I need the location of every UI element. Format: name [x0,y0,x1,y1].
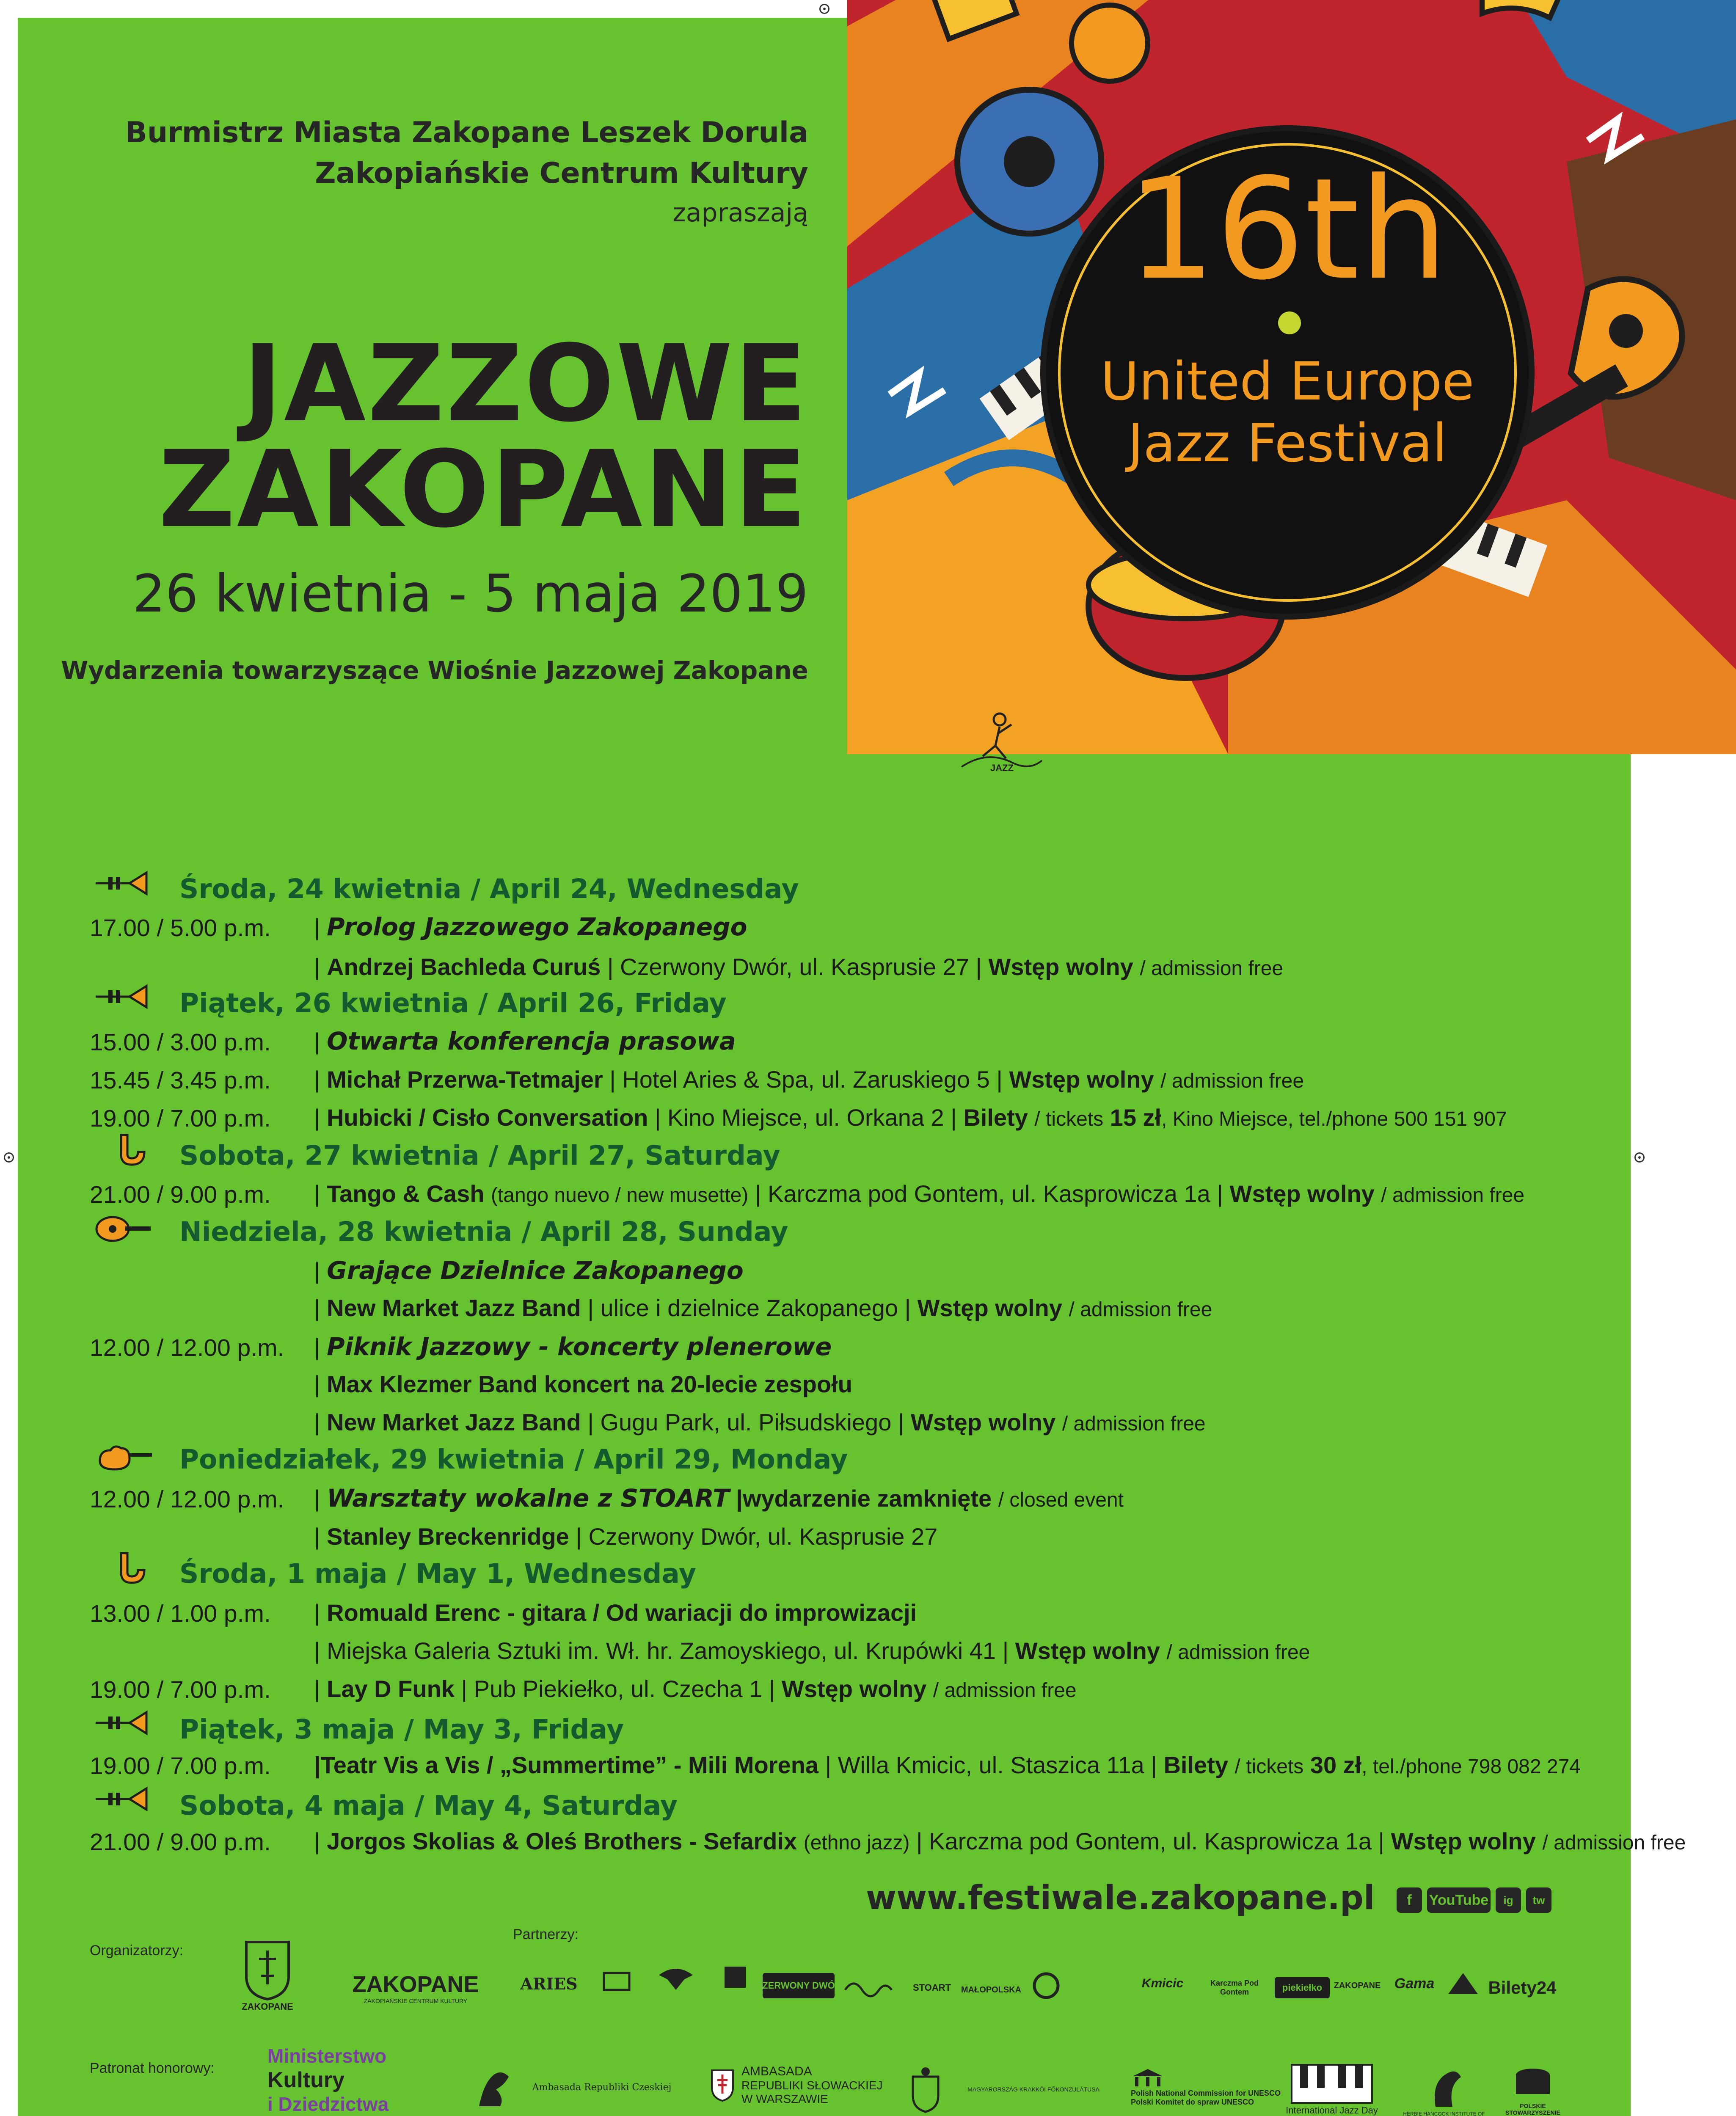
separator: | [654,1104,661,1131]
event-venue: Czerwony Dwór, ul. Kasprusie 27 [588,1523,938,1550]
event-artist: New Market Jazz Band [327,1409,581,1435]
event-closed: wydarzenie zamknięte [742,1485,992,1512]
separator: | [587,1295,594,1321]
crest-shield-icon [909,2064,942,2115]
separator: | [769,1675,775,1702]
instrument-logo-icon [600,1969,634,1994]
event-row [314,1827,1686,1855]
honorary-label: Patronat honorowy: [90,2060,215,2076]
event-artist: Hubicki / Cisło Conversation [327,1104,648,1131]
event-row [314,1180,1524,1207]
partner-karczma-logo: Karczma Pod Gontem [1210,1979,1259,1996]
separator: | [314,1485,320,1512]
slovak-crest-icon [708,2066,737,2104]
badge-line-2: Jazz Festival [1127,413,1447,474]
poster [18,18,1686,2116]
lion-icon [471,2064,513,2110]
event-time: 21.00 / 9.00 p.m. [90,1181,271,1208]
hancock-institute-logo [1402,2058,1486,2116]
separator: | [314,1104,320,1131]
saxophone-icon [91,1132,155,1170]
event-row [314,953,1283,981]
saxophone-icon [91,1550,155,1588]
separator: | [314,1523,320,1550]
admission-label: Wstęp wolny [1229,1180,1375,1207]
partner-aries-logo: ARIES [520,1974,578,1993]
partner-bilety24-logo: Bilety24 [1488,1978,1557,1998]
partner-script-logo [839,1973,898,1998]
event-artist: Teatr Vis a Vis / „Summertime” - Mili Morena [320,1752,819,1778]
unesco-logo [1131,2058,1281,2116]
separator: | [975,953,982,980]
event-artist: Lay D Funk [327,1675,455,1702]
day-heading-1: Środa, 24 kwietnia / April 24, Wednesday [179,873,799,904]
festival-dates: 26 kwietnia - 5 maja 2019 [132,564,808,624]
saxophonist-icon [1419,2064,1469,2111]
shield-icon [710,2068,735,2102]
event-time: 17.00 / 5.00 p.m. [90,915,271,942]
separator: | [314,1752,321,1778]
twitter-icon[interactable]: tw [1526,1887,1551,1913]
event-row [314,1027,736,1055]
crest-caption: ZAKOPANE [242,2001,293,2012]
admission-en: / admission free [1160,1070,1304,1092]
partner-ring-logo [1029,1969,1063,2003]
event-row [314,1484,1124,1513]
partners-label: Partnerzy: [513,1926,579,1942]
day-heading-5: Poniedziałek, 29 kwietnia / April 29, Monday [179,1444,848,1475]
event-row [314,1370,852,1398]
psj-drum-icon [1512,2064,1554,2102]
event-time: 13.00 / 1.00 p.m. [90,1600,271,1627]
event-title: Prolog Jazzowego Zakopanego [327,912,747,941]
slovak-line-3: W WARSZAWIE [741,2092,828,2105]
registration-mark-left [4,1152,14,1163]
separator: | [314,1257,320,1284]
event-row [314,1637,1310,1664]
zakopane-crest-logo [229,1931,306,2020]
separator: | [461,1675,468,1702]
event-time: 12.00 / 12.00 p.m. [90,1486,284,1513]
ring-icon [1031,1971,1061,2000]
event-row [314,912,747,941]
event-row [314,1751,1581,1779]
admission-en: / admission free [1069,1298,1212,1321]
ministry-line-2: Kultury [267,2068,344,2092]
event-time: 15.00 / 3.00 p.m. [90,1029,271,1056]
instagram-icon[interactable]: ig [1496,1887,1521,1913]
event-venue: Kino Miejsce, ul. Orkana 2 [667,1104,944,1131]
trumpet-icon [91,978,155,1016]
czech-embassy-logo: Ambasada Republiki Czeskiej [532,2082,672,2093]
partner-zakopane-logo: ZAKOPANE [1334,1981,1381,1990]
zck-logo-sub: ZAKOPIAŃSKIE CENTRUM KULTURY [364,1998,468,2004]
mountain-icon [1446,1971,1480,1996]
admission-en: / admission free [1381,1184,1525,1207]
event-row [314,1408,1206,1436]
separator: | [755,1180,761,1207]
jazz-dancer-logo [949,708,1050,780]
event-genre: (tango nuevo / new musette) [490,1184,749,1207]
event-venue: Miejska Galeria Sztuki im. Wł. hr. Zamoyskiego, ul. Krupówki 41 [327,1637,996,1664]
admission-label: Wstęp wolny [911,1409,1056,1435]
separator: | [904,1295,911,1321]
badge-dot [1278,311,1301,334]
partner-mountain-logo [1444,1969,1482,1998]
event-venue: Czerwony Dwór, ul. Kasprusie 27 [620,953,969,980]
international-jazz-day-logo [1270,2058,1393,2116]
organizers-label: Organizatorzy: [90,1942,184,1959]
separator: | [1151,1752,1157,1778]
registration-mark-right [1634,1152,1645,1163]
event-time: 21.00 / 9.00 p.m. [90,1829,271,1856]
crest-icon [242,1938,293,2001]
separator: | [587,1409,594,1435]
admission-en: / admission free [1542,1832,1686,1854]
event-closed-en: / closed event [998,1489,1124,1511]
event-row [314,1523,937,1550]
separator: | [314,1828,320,1854]
day-heading-4: Niedziela, 28 kwietnia / April 28, Sunday [179,1216,788,1247]
unesco-line-2: Polski Komitet do spraw UNESCO [1131,2098,1254,2106]
unesco-temple-icon [1131,2068,1165,2089]
trumpet-icon [91,1704,155,1742]
event-title: Otwarta konferencja prasowa [327,1027,736,1055]
event-row [314,1294,1212,1322]
tickets-label: Bilety [963,1104,1028,1131]
admission-en: / admission free [933,1679,1077,1702]
day-heading-6: Środa, 1 maja / May 1, Wednesday [179,1558,696,1589]
event-row [314,1675,1077,1703]
ticket-price: 30 zł [1310,1752,1362,1778]
event-row [314,1332,832,1361]
event-time: 12.00 / 12.00 p.m. [90,1334,284,1361]
separator: | [1002,1637,1009,1664]
event-row [314,1066,1304,1093]
signature-icon [841,1975,896,1996]
event-time: 19.00 / 7.00 p.m. [90,1105,271,1132]
admission-label: Wstęp wolny [988,953,1133,980]
youtube-icon[interactable]: YouTube [1427,1887,1491,1913]
event-artist: Romuald Erenc - gitara / Od wariacji do improwizacji [327,1599,917,1626]
festival-badge [1046,131,1529,614]
admission-label: Wstęp wolny [1391,1828,1536,1854]
separator: | [1378,1828,1385,1854]
separator: | [996,1066,1003,1093]
event-row [314,1104,1507,1131]
event-venue: Hotel Aries & Spa, ul. Zaruskiego 5 [622,1066,990,1093]
partner-logo-2 [598,1964,636,1998]
admission-label: Wstęp wolny [782,1675,927,1702]
title-line-2: ZAKOPANE [158,428,808,551]
event-artist: Stanley Breckenridge [327,1523,569,1550]
separator: | [314,914,320,940]
title-line-1: JAZZOWE [242,322,808,445]
tickets-en: / tickets [1234,1755,1304,1778]
hungary-crest-icon [907,2062,945,2116]
separator: | [607,953,614,980]
partner-sztuki-logo [716,1960,754,1994]
ticket-info: , Kino Miejsce, tel./phone 500 151 907 [1161,1108,1507,1130]
organizer-mayor: Burmistrz Miasta Zakopane Leszek Dorula [125,116,808,149]
partner-kmicic-logo: Kmicic [1141,1976,1184,1990]
event-venue: Gugu Park, ul. Piłsudskiego [600,1409,892,1435]
event-row [314,1256,744,1285]
separator: | [825,1752,832,1778]
event-venue: Pub Piekiełko, ul. Czecha 1 [474,1675,763,1702]
violin-icon [91,1435,155,1474]
partner-malopolska-logo: MAŁOPOLSKA [961,1985,1022,1995]
badge-line-1: United Europe [1100,351,1474,412]
hancock-caption: HERBIE HANCOCK INSTITUTE OF [1403,2111,1485,2116]
separator: | [916,1828,923,1854]
badge-edition: 16th [1127,148,1448,311]
day-heading-2: Piątek, 26 kwietnia / April 26, Friday [179,988,727,1019]
building-icon [720,1962,750,1992]
tickets-en: / tickets [1034,1108,1104,1130]
unesco-line-1: Polish National Commission for UNESCO [1131,2089,1281,2097]
event-artist: Michał Przerwa-Tetmajer [327,1066,603,1093]
separator: | [898,1409,904,1435]
ticket-price: 15 zł [1110,1104,1162,1131]
partner-stoart-logo: STOART [912,1982,951,1993]
festival-subtitle: Wydarzenia towarzyszące Wiośnie Jazzowej Zakopane [61,656,808,685]
event-venue: Karczma pod Gontem, ul. Kasprowicza 1a [768,1180,1210,1207]
separator: | [314,1675,320,1702]
festival-website-link[interactable]: www.festiwale.zakopane.pl [866,1879,1375,1917]
day-heading-8: Sobota, 4 maja / May 4, Saturday [179,1790,678,1821]
day-heading-3: Sobota, 27 kwietnia / April 27, Saturday [179,1140,780,1171]
separator: | [951,1104,957,1131]
event-artist: Tango & Cash [327,1180,485,1207]
partner-gama-logo: Gama [1394,1975,1435,1992]
trumpet-icon [91,1780,155,1818]
organizer-culture-centre: Zakopiańskie Centrum Kultury [315,157,808,190]
admission-en: / admission free [1166,1641,1310,1664]
event-venue: Willa Kmicic, ul. Staszica 11a [838,1752,1144,1778]
event-row [314,1599,917,1626]
separator: | [314,953,320,980]
partner-eagle-logo [653,1960,699,1994]
event-genre: (ethno jazz) [803,1832,910,1854]
facebook-icon[interactable]: f [1397,1887,1422,1913]
invite-text: zapraszają [672,198,808,228]
partner-piekielko-logo: piekiełko [1275,1977,1330,1998]
separator: | [576,1523,582,1550]
slovak-line-1: AMBASADA [741,2064,812,2078]
admission-label: Wstęp wolny [917,1295,1062,1321]
tickets-label: Bilety [1163,1752,1228,1778]
separator: | [314,1180,320,1207]
slovak-embassy-logo [741,2062,902,2108]
czech-lion-icon [466,2062,517,2113]
separator: | [314,1599,320,1626]
event-time: 19.00 / 7.00 p.m. [90,1676,271,1703]
event-subtitle: Max Klezmer Band koncert na 20-lecie zespołu [327,1371,852,1397]
separator: | [314,1409,320,1435]
trumpet-icon [91,864,155,902]
event-time: 19.00 / 7.00 p.m. [90,1752,271,1780]
separator: | [314,1066,320,1093]
day-heading-7: Piątek, 3 maja / May 3, Friday [179,1714,624,1745]
registration-mark-top [819,4,829,14]
separator: | [314,1028,320,1055]
zck-logo-text: ZAKOPANE [352,1972,479,1997]
separator: | [736,1485,743,1512]
event-artist: New Market Jazz Band [327,1295,581,1321]
slovak-line-2: REPUBLIKI SŁOWACKIEJ [741,2079,883,2092]
admission-label: Wstęp wolny [1009,1066,1154,1093]
jazz-day-caption: International Jazz Day [1286,2105,1378,2116]
piano-keys-icon [1290,2063,1374,2105]
ministry-line-3: i Dziedzictwa [267,2093,389,2115]
jazz-logo-text: JAZZ [990,763,1014,773]
zck-logo [339,1969,492,2007]
event-artist: Jorgos Skolias & Oleś Brothers - Sefardix [327,1828,797,1854]
event-title: Piknik Jazzowy - koncerty plenerowe [327,1332,832,1361]
separator: | [314,1371,320,1397]
event-time: 15.45 / 3.45 p.m. [90,1067,271,1094]
separator: | [314,1295,320,1321]
event-title: Grające Dzielnice Zakopanego [327,1256,744,1285]
admission-label: Wstęp wolny [1015,1637,1160,1664]
event-venue: Karczma pod Gontem, ul. Kasprowicza 1a [929,1828,1372,1854]
hungary-consulate-logo: MAGYARORSZÁG KRAKKÓI FŐKONZULÁTUSA [967,2086,1099,2093]
separator: | [609,1066,616,1093]
ministry-logo [267,2045,420,2116]
ticket-info: , tel./phone 798 082 274 [1361,1755,1581,1778]
event-title: Warsztaty wokalne z STOART [327,1484,730,1513]
psj-caption: POLSKIE STOWARZYSZENIE [1505,2102,1560,2116]
admission-en: / admission free [1140,957,1284,980]
ministry-line-1: Ministerstwo [267,2045,387,2067]
separator: | [1217,1180,1223,1207]
partner-czerwony-dwor-logo: CZERWONY DWÓR [763,1973,835,1998]
eagle-icon [655,1962,697,1992]
psj-logo [1495,2058,1571,2116]
admission-en: / admission free [1062,1413,1206,1435]
separator: | [314,1334,320,1360]
separator: | [314,1637,320,1664]
event-artist: Andrzej Bachleda Curuś [327,953,601,980]
event-venue: ulice i dzielnice Zakopanego [600,1295,898,1321]
guitar-icon [91,1208,155,1246]
